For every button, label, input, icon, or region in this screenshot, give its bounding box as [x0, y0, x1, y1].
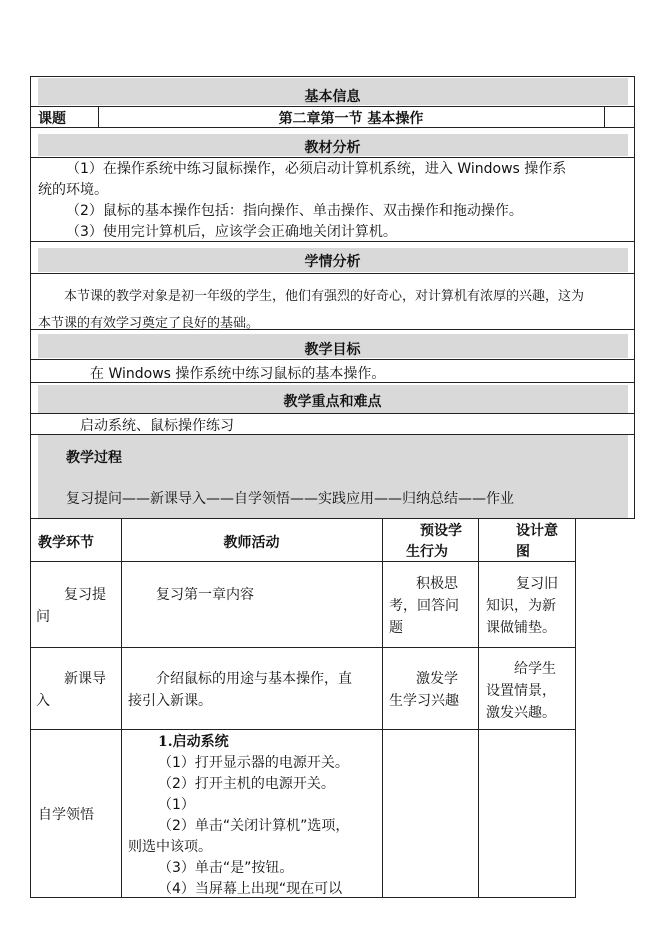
row1-design-3: 课做铺垫。: [486, 620, 556, 636]
row1-student-1: 积极思: [416, 576, 458, 592]
row3-teacher-title: 1.启动系统: [158, 734, 229, 750]
basic-info-header: 基本信息: [304, 89, 361, 105]
col-header-teacher: 教师活动: [223, 535, 280, 551]
row2-teacher-2: 接引入新课。: [128, 693, 212, 709]
material-line-2: 统的环境。: [38, 182, 108, 198]
topic-label: 课题: [38, 111, 66, 127]
col-header-design-2: 图: [516, 544, 530, 560]
student-line-2: 本节课的有效学习奠定了良好的基础。: [38, 316, 260, 331]
row2-student-1: 激发学: [416, 671, 458, 687]
row3-stage-1: 自学领悟: [38, 807, 94, 823]
row3-teacher-2: （2）打开主机的电源开关。: [158, 776, 335, 792]
material-line-1: （1）在操作系统中练习鼠标操作，必须启动计算机系统，进入 Windows 操作系: [66, 161, 567, 177]
student-line-1: 本节课的教学对象是初一年级的学生，他们有强烈的好奇心，对计算机有浓厚的兴趣，这为: [64, 289, 585, 304]
process-header: 教学过程: [66, 450, 122, 466]
row1-design-1: 复习旧: [516, 576, 558, 592]
key-text: 启动系统、鼠标操作练习: [80, 418, 234, 434]
key-header: 教学重点和难点: [283, 394, 382, 410]
row2-stage-1: 新课导: [64, 671, 106, 687]
col-header-student-1: 预设学: [420, 523, 462, 539]
goal-header: 教学目标: [304, 342, 361, 358]
row1-stage-2: 问: [36, 609, 50, 625]
row1-student-3: 题: [389, 620, 403, 636]
col-header-student-2: 生行为: [406, 544, 448, 560]
col-header-design-1: 设计意: [516, 523, 558, 539]
row2-design-2: 设置情景，: [486, 683, 556, 699]
row1-design-2: 知识，为新: [486, 598, 556, 614]
row2-design-3: 激发兴趣。: [486, 705, 556, 721]
row2-teacher-1: 介绍鼠标的用途与基本操作，直: [156, 671, 352, 687]
material-line-4: （3）使用完计算机后，应该学会正确地关闭计算机。: [66, 224, 397, 240]
row3-teacher-3: （1）: [158, 797, 195, 813]
topic-value: 第二章第一节 基本操作: [278, 111, 424, 127]
row1-teacher-1: 复习第一章内容: [156, 587, 254, 603]
material-line-3: （2）鼠标的基本操作包括：指向操作、单击操作、双击操作和拖动操作。: [66, 203, 523, 219]
row3-teacher-5: 则选中该项。: [128, 839, 212, 855]
col-header-stage: 教学环节: [38, 535, 94, 551]
row3-teacher-7: （4）当屏幕上出现“现在可以: [158, 881, 343, 897]
row3-teacher-1: （1）打开显示器的电源开关。: [158, 755, 349, 771]
row3-teacher-6: （3）单击“是”按钮。: [158, 860, 294, 876]
process-flow: 复习提问——新课导入——自学领悟——实践应用——归纳总结——作业: [66, 491, 514, 507]
row2-stage-2: 入: [36, 693, 50, 709]
row1-stage-1: 复习提: [64, 587, 106, 603]
row2-design-1: 给学生: [514, 661, 556, 677]
material-header: 教材分析: [304, 140, 361, 156]
row1-student-2: 考，回答问: [389, 598, 459, 614]
goal-text: 在 Windows 操作系统中练习鼠标的基本操作。: [90, 366, 386, 382]
row2-student-2: 生学习兴趣: [389, 693, 459, 709]
student-header: 学情分析: [304, 254, 361, 270]
row3-teacher-4: （2）单击“关闭计算机”选项，: [158, 818, 350, 834]
